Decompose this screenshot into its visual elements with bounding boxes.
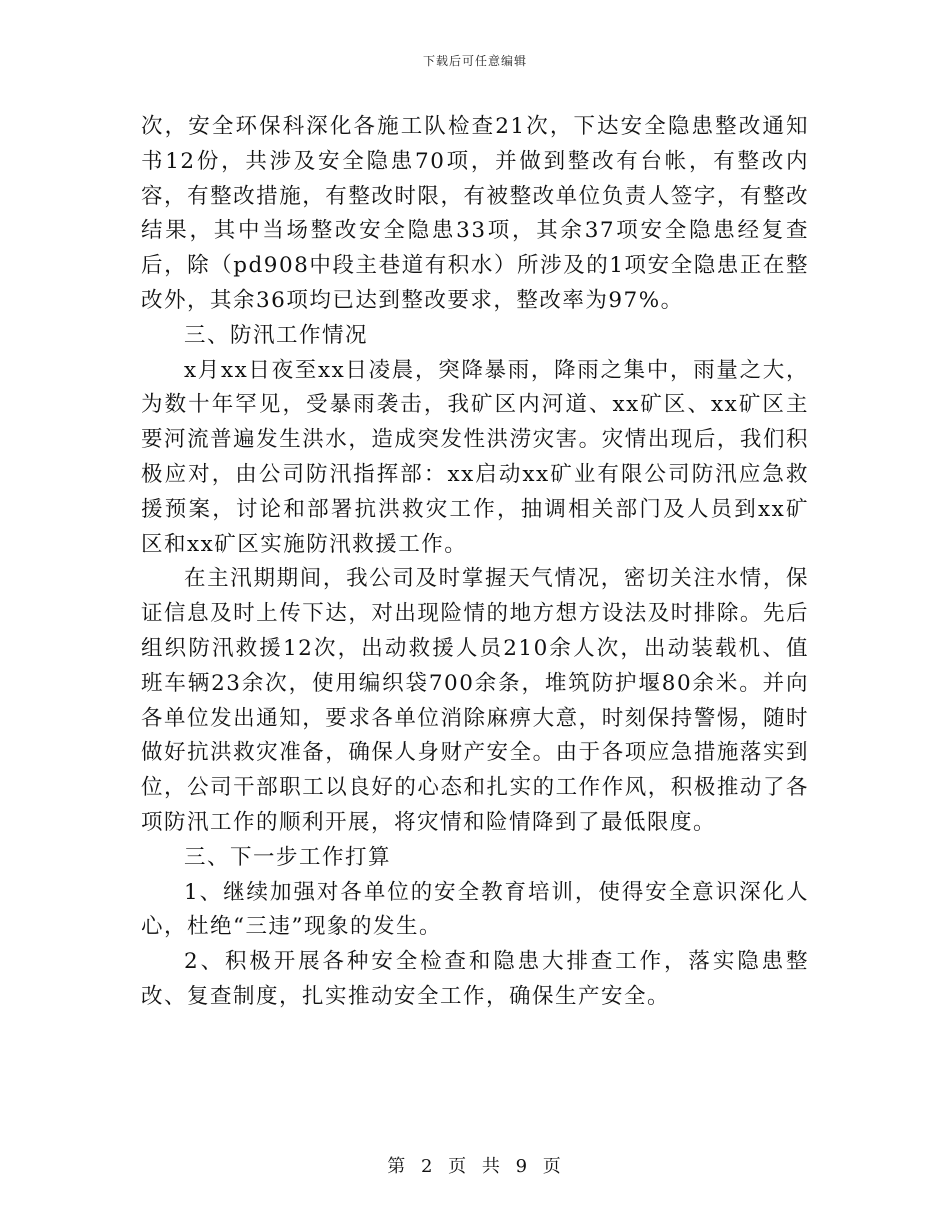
list-item: 2、积极开展各种安全检查和隐患大排查工作，落实隐患整改、复查制度，扎实推动安全工作，确保生产安全。: [141, 949, 809, 1009]
list-item: 1、继续加强对各单位的安全教育培训，使得安全意识深化人心，杜绝“三违”现象的发生。: [141, 879, 809, 940]
section-heading-next-steps: 三、下一步工作打算: [184, 844, 392, 870]
document-body: [141, 110, 809, 1015]
paragraph: x月xx日夜至xx日凌晨，突降暴雨，降雨之集中，雨量之大，为数十年罕见，受暴雨袭击，我矿区内河道、xx矿区、xx矿区主要河流普遍发生洪水，造成突发性洪涝灾害。灾情出现后，我们积极应对，由公司防汛指挥部：xx启动xx矿业有限公司防汛应急救援预案，讨论和部署抗洪救灾工作，抽调相关部门及人员到xx矿区和xx矿区实施防汛救援工作。: [141, 357, 809, 557]
paragraph: 在主汛期期间，我公司及时掌握天气情况，密切关注水情，保证信息及时上传下达，对出现险情的地方想方设法及时排除。先后组织防汛救援12次，出动救援人员210余人次，出动装载机、值班车辆23余次，使用编织袋700余条，堆筑防护堰80余米。并向各单位发出通知，要求各单位消除麻痹大意，时刻保持警惕，随时做好抗洪救灾准备，确保人身财产安全。由于各项应急措施落实到位，公司干部职工以良好的心态和扎实的工作作风，积极推动了各项防汛工作的顺利开展，将灾情和险情降到了最低限度。: [141, 566, 809, 835]
section-heading-flood-prevention: 三、防汛工作情况: [184, 322, 369, 348]
paragraph: 次，安全环保科深化各施工队检查21次，下达安全隐患整改通知书12份，共涉及安全隐患70项，并做到整改有台帐，有整改内容，有整改措施，有整改时限，有被整改单位负责人签字，有整改结果，其中当场整改安全隐患33项，其余37项安全隐患经复查后，除（pd908中段主巷道有积水）所涉及的1项安全隐患正在整改外，其余36项均已达到整改要求，整改率为97%。: [141, 114, 809, 313]
page-header: 下载后可任意编辑: [422, 54, 527, 68]
page-number: 第 2 页 共 9 页: [387, 1156, 563, 1177]
